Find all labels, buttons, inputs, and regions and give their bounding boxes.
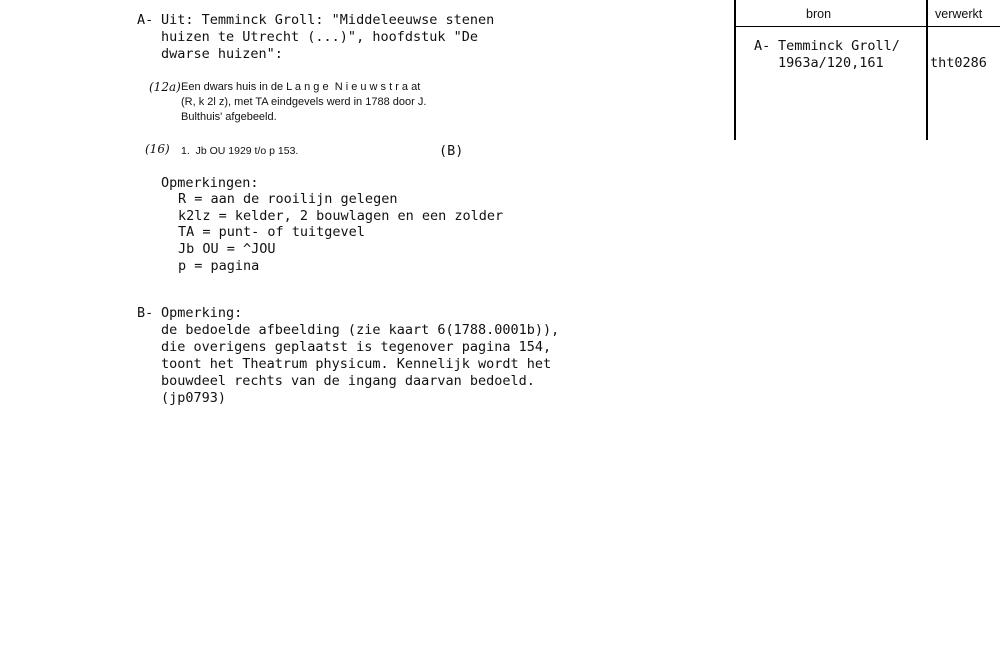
remarks-line-1: R = aan de rooilijn gelegen (178, 191, 398, 207)
remarks-line-2: k2lz = kelder, 2 bouwlagen en een zolder (178, 208, 504, 224)
table-row-marker: A- (754, 38, 771, 54)
remarks-line-3: TA = punt- of tuitgevel (178, 224, 365, 240)
table-header-verwerkt: verwerkt (935, 7, 983, 21)
section-b-line-3: toont het Theatrum physicum. Kennelijk wordt het (161, 356, 552, 372)
table-header-bron: bron (806, 7, 832, 21)
section-a-line-3: dwarse huizen": (161, 46, 283, 62)
table-row-bron-line-1: Temminck Groll/ (778, 38, 900, 54)
remarks-line-5: p = pagina (178, 258, 260, 274)
table-row-bron-line-2: 1963a/120,161 (778, 55, 884, 71)
footnote-margin-note: (16) (145, 142, 170, 156)
table-left-border (734, 0, 736, 140)
footnote-text: 1. Jb OU 1929 t/o p 153. (181, 145, 299, 157)
table-row-verwerkt: tht0286 (930, 55, 987, 71)
section-a-line-2: huizen te Utrecht (...)", hoofdstuk "De (161, 29, 478, 45)
excerpt-line-2: (R, k 2l z), met TA eindgevels werd in 1788 door J. (181, 96, 427, 108)
excerpt-line-1: Een dwars huis in de L a n g e N i e u w s t r a at (181, 81, 421, 93)
table-column-divider (926, 0, 928, 140)
section-b-line-5: (jp0793) (161, 390, 227, 406)
remarks-line-4: Jb OU = ^JOU (178, 241, 276, 257)
section-b-line-2: die overigens geplaatst is tegenover pagina 154, (161, 339, 552, 355)
excerpt-line-3: Bulthuis' afgebeeld. (181, 111, 277, 123)
remarks-heading: Opmerkingen: (161, 175, 259, 191)
section-b-marker: B- (137, 305, 154, 321)
table-header-rule (734, 26, 1000, 27)
section-b-heading: Opmerking: (161, 305, 243, 321)
section-a-marker: A- (137, 12, 154, 28)
excerpt-margin-note: (12a) (149, 80, 181, 94)
section-b-line-1: de bedoelde afbeelding (zie kaart 6(1788.0001b)), (161, 322, 560, 338)
section-a-line-1: Uit: Temminck Groll: "Middeleeuwse stenen (161, 12, 495, 28)
section-b-line-4: bouwdeel rechts van de ingang daarvan bedoeld. (161, 373, 535, 389)
footnote-ref: (B) (439, 143, 464, 159)
